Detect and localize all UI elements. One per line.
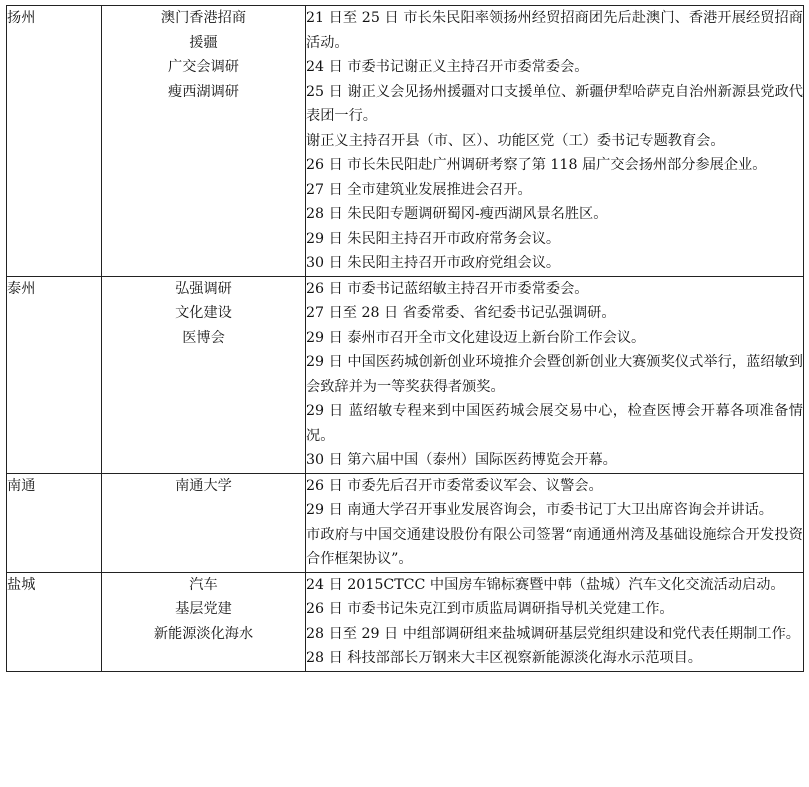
- topic: 基层党建: [175, 601, 232, 617]
- topic: 新能源淡化海水: [153, 625, 254, 642]
- event-item: 30 日 朱民阳主持召开市政府党组会议。: [306, 255, 561, 271]
- event-item: 27 日至 28 日 省委常委、省纪委书记弘强调研。: [306, 305, 616, 321]
- topic: 澳门香港招商: [160, 10, 247, 26]
- city-cell: 盐城: [7, 572, 102, 671]
- event-item: 谢正义主持召开县（市、区）、功能区党（工）委书记专题教育会。: [306, 132, 725, 149]
- topic: 南通大学: [175, 477, 232, 494]
- table-row: [7, 6, 804, 277]
- city-cell: 泰州: [7, 276, 102, 473]
- table-row: [7, 276, 804, 473]
- events-cell: [306, 572, 804, 671]
- event-item: 28 日 科技部部长万钢来大丰区视察新能源淡化海水示范项目。: [306, 650, 702, 666]
- event-item: 29 日 蓝绍敏专程来到中国医药城会展交易中心，检查医博会开幕各项准备情况。: [306, 403, 803, 444]
- event-item: 27 日 全市建筑业发展推进会召开。: [306, 181, 532, 198]
- news-table-body: [7, 6, 804, 672]
- topic: 瘦西湖调研: [168, 83, 239, 100]
- events-cell: [306, 6, 804, 277]
- topics-cell: [102, 572, 306, 671]
- event-item: 29 日 中国医药城创新创业环境推介会暨创新创业大赛颁奖仪式举行，蓝绍敏到会致辞并为一等奖获得者颁奖。: [306, 354, 803, 395]
- event-item: 26 日 市委先后召开市委常委议军会、议警会。: [306, 477, 603, 494]
- event-item: 30 日 第六届中国（泰州）国际医药博览会开幕。: [306, 452, 617, 468]
- events-cell: [306, 473, 804, 572]
- city-cell: 扬州: [7, 6, 102, 277]
- event-item: 21 日至 25 日 市长朱民阳率领扬州经贸招商团先后赴澳门、香港开展经贸招商活动。: [306, 10, 803, 51]
- topic: 广交会调研: [168, 59, 239, 75]
- event-item: 市政府与中国交通建设股份有限公司签署“南通通州湾及基础设施综合开发投资合作框架协议”。: [306, 526, 803, 567]
- event-item: 28 日至 29 日 中组部调研组来盐城调研基层党组织建设和党代表任期制工作。: [306, 625, 800, 642]
- event-item: 29 日 朱民阳主持召开市政府常务会议。: [306, 230, 561, 247]
- event-item: 26 日 市长朱民阳赴广州调研考察了第 118 届广交会扬州部分参展企业。: [306, 157, 767, 173]
- topic: 援疆: [189, 34, 218, 51]
- event-item: 29 日 泰州市召开全市文化建设迈上新台阶工作会议。: [306, 329, 646, 346]
- topic: 弘强调研: [175, 280, 232, 297]
- topics-cell: [102, 473, 306, 572]
- event-item: 26 日 市委书记蓝绍敏主持召开市委常委会。: [306, 280, 589, 297]
- table-row: [7, 473, 804, 572]
- event-item: 29 日 南通大学召开事业发展咨询会，市委书记丁大卫出席咨询会并讲话。: [306, 502, 773, 518]
- events-cell: [306, 276, 804, 473]
- topic: 文化建设: [175, 305, 232, 321]
- event-item: 25 日 谢正义会见扬州援疆对口支援单位、新疆伊犁哈萨克自治州新源县党政代表团一行。: [306, 83, 803, 124]
- topic: 汽车: [189, 576, 218, 593]
- event-item: 28 日 朱民阳专题调研蜀冈-瘦西湖风景名胜区。: [306, 206, 608, 222]
- news-table: [6, 5, 804, 672]
- event-item: 26 日 市委书记朱克江到市质监局调研指导机关党建工作。: [306, 601, 674, 617]
- topics-cell: [102, 276, 306, 473]
- topic: 医博会: [182, 329, 225, 346]
- table-row: [7, 572, 804, 671]
- event-item: 24 日 2015CTCC 中国房车锦标赛暨中韩（盐城）汽车文化交流活动启动。: [306, 576, 785, 593]
- topics-cell: [102, 6, 306, 277]
- city-cell: 南通: [7, 473, 102, 572]
- event-item: 24 日 市委书记谢正义主持召开市委常委会。: [306, 59, 589, 75]
